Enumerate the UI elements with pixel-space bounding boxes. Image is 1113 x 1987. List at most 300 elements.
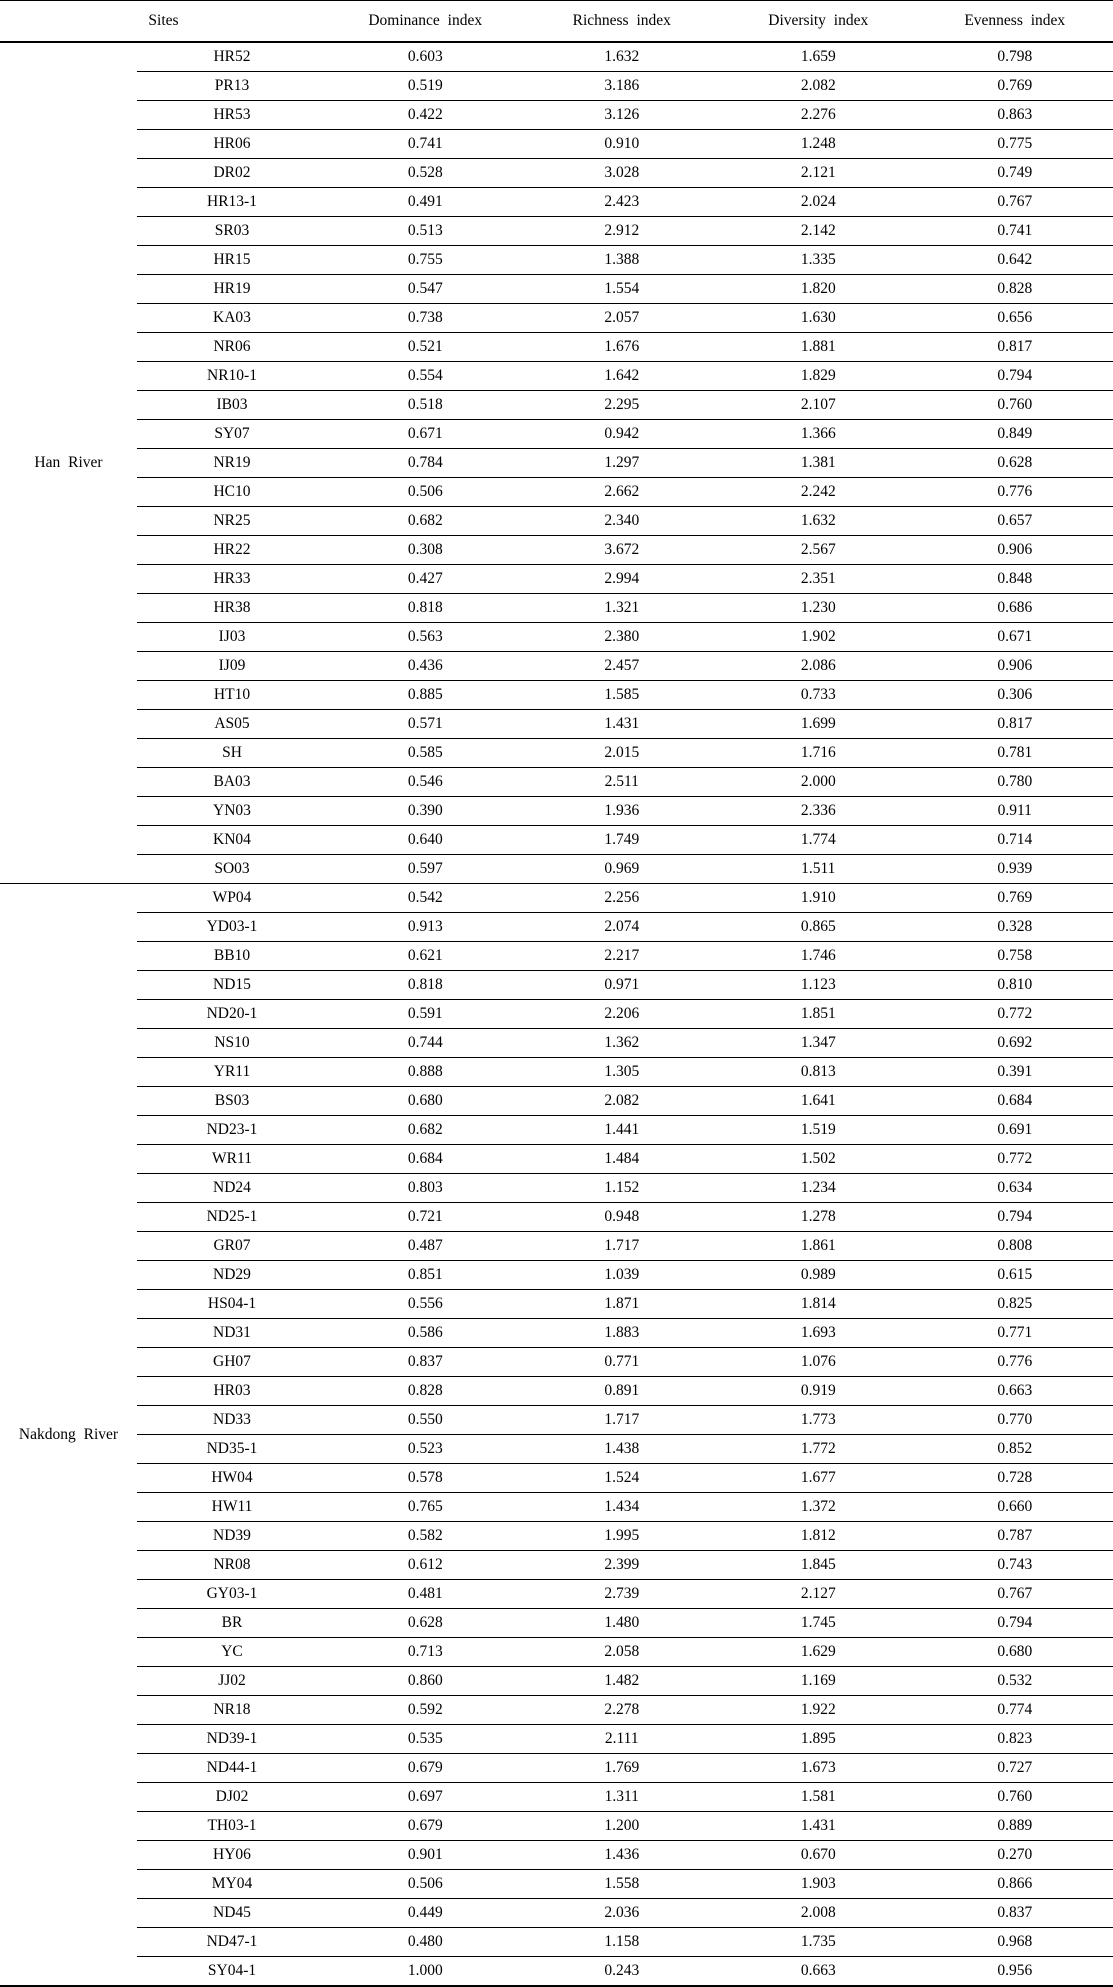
dominance-cell: 0.550 <box>327 1406 524 1435</box>
diversity-cell: 1.629 <box>720 1638 917 1667</box>
dominance-cell: 0.680 <box>327 1087 524 1116</box>
site-cell: HR19 <box>137 275 327 304</box>
evenness-cell: 0.825 <box>917 1290 1113 1319</box>
table-row <box>0 101 1113 130</box>
richness-cell: 1.388 <box>524 246 721 275</box>
richness-cell: 2.295 <box>524 391 721 420</box>
site-cell: ND39 <box>137 1522 327 1551</box>
table-row <box>0 1957 1113 1987</box>
diversity-cell: 0.733 <box>720 681 917 710</box>
evenness-cell: 0.906 <box>917 652 1113 681</box>
site-cell: ND15 <box>137 971 327 1000</box>
site-cell: NR19 <box>137 449 327 478</box>
site-cell: YC <box>137 1638 327 1667</box>
table-row <box>0 275 1113 304</box>
table-row <box>0 1406 1113 1435</box>
table-row <box>0 1261 1113 1290</box>
evenness-cell: 0.663 <box>917 1377 1113 1406</box>
richness-cell: 2.256 <box>524 884 721 913</box>
richness-cell: 2.340 <box>524 507 721 536</box>
site-cell: YD03-1 <box>137 913 327 942</box>
table-row <box>0 1522 1113 1551</box>
table-body <box>0 42 1113 1986</box>
table-row <box>0 1000 1113 1029</box>
diversity-cell: 1.248 <box>720 130 917 159</box>
diversity-cell: 0.919 <box>720 1377 917 1406</box>
diversity-cell: 1.716 <box>720 739 917 768</box>
richness-cell: 3.028 <box>524 159 721 188</box>
dominance-cell: 0.523 <box>327 1435 524 1464</box>
dominance-cell: 0.721 <box>327 1203 524 1232</box>
dominance-cell: 0.586 <box>327 1319 524 1348</box>
diversity-cell: 1.366 <box>720 420 917 449</box>
dominance-cell: 0.592 <box>327 1696 524 1725</box>
diversity-cell: 1.581 <box>720 1783 917 1812</box>
site-cell: DJ02 <box>137 1783 327 1812</box>
site-cell: IJ09 <box>137 652 327 681</box>
richness-cell: 2.739 <box>524 1580 721 1609</box>
evenness-cell: 0.634 <box>917 1174 1113 1203</box>
evenness-cell: 0.769 <box>917 884 1113 913</box>
richness-cell: 2.994 <box>524 565 721 594</box>
dominance-cell: 0.697 <box>327 1783 524 1812</box>
table-row <box>0 1435 1113 1464</box>
table-row <box>0 507 1113 536</box>
richness-cell: 0.891 <box>524 1377 721 1406</box>
diversity-cell: 1.519 <box>720 1116 917 1145</box>
table-row <box>0 1058 1113 1087</box>
table-row <box>0 1203 1113 1232</box>
evenness-cell: 0.741 <box>917 217 1113 246</box>
site-cell: HR22 <box>137 536 327 565</box>
table-row <box>0 681 1113 710</box>
richness-cell: 2.057 <box>524 304 721 333</box>
diversity-cell: 1.903 <box>720 1870 917 1899</box>
dominance-cell: 0.682 <box>327 507 524 536</box>
dominance-cell: 0.679 <box>327 1812 524 1841</box>
table-row <box>0 1029 1113 1058</box>
dominance-cell: 0.901 <box>327 1841 524 1870</box>
diversity-cell: 1.372 <box>720 1493 917 1522</box>
site-cell: TH03-1 <box>137 1812 327 1841</box>
evenness-cell: 0.532 <box>917 1667 1113 1696</box>
richness-cell: 1.311 <box>524 1783 721 1812</box>
site-cell: ND33 <box>137 1406 327 1435</box>
dominance-cell: 0.506 <box>327 1870 524 1899</box>
dominance-cell: 0.885 <box>327 681 524 710</box>
richness-cell: 3.126 <box>524 101 721 130</box>
dominance-cell: 0.640 <box>327 826 524 855</box>
dominance-cell: 0.860 <box>327 1667 524 1696</box>
dominance-cell: 0.913 <box>327 913 524 942</box>
dominance-cell: 0.621 <box>327 942 524 971</box>
richness-cell: 1.200 <box>524 1812 721 1841</box>
dominance-cell: 0.888 <box>327 1058 524 1087</box>
dominance-cell: 0.713 <box>327 1638 524 1667</box>
evenness-cell: 0.808 <box>917 1232 1113 1261</box>
richness-cell: 0.771 <box>524 1348 721 1377</box>
site-cell: IJ03 <box>137 623 327 652</box>
table-row <box>0 1551 1113 1580</box>
site-cell: BA03 <box>137 768 327 797</box>
dominance-cell: 0.491 <box>327 188 524 217</box>
table-row <box>0 188 1113 217</box>
site-cell: BR <box>137 1609 327 1638</box>
table-row <box>0 884 1113 913</box>
richness-cell: 1.152 <box>524 1174 721 1203</box>
site-cell: HR15 <box>137 246 327 275</box>
table-row <box>0 1812 1113 1841</box>
table-row <box>0 1087 1113 1116</box>
table-row <box>0 594 1113 623</box>
diversity-cell: 0.865 <box>720 913 917 942</box>
dominance-cell: 0.784 <box>327 449 524 478</box>
dominance-cell: 0.449 <box>327 1899 524 1928</box>
dominance-cell: 0.765 <box>327 1493 524 1522</box>
site-cell: BS03 <box>137 1087 327 1116</box>
richness-cell: 1.717 <box>524 1406 721 1435</box>
evenness-cell: 0.849 <box>917 420 1113 449</box>
table-row <box>0 1493 1113 1522</box>
diversity-cell: 1.230 <box>720 594 917 623</box>
diversity-cell: 1.659 <box>720 42 917 72</box>
evenness-cell: 0.771 <box>917 1319 1113 1348</box>
evenness-cell: 0.817 <box>917 333 1113 362</box>
diversity-cell: 1.677 <box>720 1464 917 1493</box>
diversity-cell: 1.673 <box>720 1754 917 1783</box>
evenness-cell: 0.810 <box>917 971 1113 1000</box>
site-cell: IB03 <box>137 391 327 420</box>
diversity-cell: 1.881 <box>720 333 917 362</box>
richness-cell: 0.910 <box>524 130 721 159</box>
table-row <box>0 391 1113 420</box>
dominance-cell: 0.628 <box>327 1609 524 1638</box>
site-cell: SY04-1 <box>137 1957 327 1987</box>
site-cell: NS10 <box>137 1029 327 1058</box>
table-row <box>0 1783 1113 1812</box>
site-cell: SH <box>137 739 327 768</box>
table-row <box>0 768 1113 797</box>
table-row <box>0 1841 1113 1870</box>
evenness-cell: 0.728 <box>917 1464 1113 1493</box>
diversity-cell: 2.121 <box>720 159 917 188</box>
table-row <box>0 739 1113 768</box>
diversity-cell: 2.276 <box>720 101 917 130</box>
evenness-cell: 0.906 <box>917 536 1113 565</box>
diversity-cell: 1.699 <box>720 710 917 739</box>
richness-cell: 2.206 <box>524 1000 721 1029</box>
evenness-cell: 0.798 <box>917 42 1113 72</box>
diversity-cell: 1.774 <box>720 826 917 855</box>
table-row <box>0 652 1113 681</box>
site-cell: WR11 <box>137 1145 327 1174</box>
table-header <box>0 1 1113 43</box>
table-row <box>0 449 1113 478</box>
richness-cell: 1.039 <box>524 1261 721 1290</box>
evenness-cell: 0.391 <box>917 1058 1113 1087</box>
dominance-cell: 0.597 <box>327 855 524 884</box>
evenness-cell: 0.794 <box>917 1203 1113 1232</box>
site-cell: ND39-1 <box>137 1725 327 1754</box>
dominance-cell: 0.518 <box>327 391 524 420</box>
header-sites: Sites <box>0 1 327 43</box>
table-row <box>0 1464 1113 1493</box>
richness-cell: 0.942 <box>524 420 721 449</box>
richness-cell: 2.912 <box>524 217 721 246</box>
richness-cell: 1.883 <box>524 1319 721 1348</box>
dominance-cell: 0.506 <box>327 478 524 507</box>
richness-cell: 2.423 <box>524 188 721 217</box>
evenness-cell: 0.863 <box>917 101 1113 130</box>
table-row <box>0 304 1113 333</box>
dominance-cell: 0.436 <box>327 652 524 681</box>
evenness-cell: 0.671 <box>917 623 1113 652</box>
richness-cell: 0.969 <box>524 855 721 884</box>
richness-cell: 1.158 <box>524 1928 721 1957</box>
site-cell: NR25 <box>137 507 327 536</box>
evenness-cell: 0.727 <box>917 1754 1113 1783</box>
diversity-cell: 2.082 <box>720 72 917 101</box>
evenness-cell: 0.823 <box>917 1725 1113 1754</box>
diversity-cell: 2.142 <box>720 217 917 246</box>
richness-cell: 1.436 <box>524 1841 721 1870</box>
diversity-cell: 2.336 <box>720 797 917 826</box>
dominance-cell: 0.585 <box>327 739 524 768</box>
richness-cell: 1.585 <box>524 681 721 710</box>
river-group-label: Nakdong River <box>0 884 137 1987</box>
evenness-cell: 0.760 <box>917 391 1113 420</box>
site-cell: YR11 <box>137 1058 327 1087</box>
diversity-cell: 1.347 <box>720 1029 917 1058</box>
table-row <box>0 478 1113 507</box>
table-row <box>0 1174 1113 1203</box>
diversity-cell: 2.567 <box>720 536 917 565</box>
dominance-cell: 0.480 <box>327 1928 524 1957</box>
richness-cell: 0.243 <box>524 1957 721 1987</box>
diversity-cell: 2.008 <box>720 1899 917 1928</box>
richness-cell: 1.995 <box>524 1522 721 1551</box>
richness-cell: 1.558 <box>524 1870 721 1899</box>
site-cell: HR38 <box>137 594 327 623</box>
diversity-cell: 2.086 <box>720 652 917 681</box>
site-cell: JJ02 <box>137 1667 327 1696</box>
table-row <box>0 130 1113 159</box>
site-cell: ND31 <box>137 1319 327 1348</box>
site-cell: GH07 <box>137 1348 327 1377</box>
richness-cell: 2.511 <box>524 768 721 797</box>
table-row <box>0 797 1113 826</box>
diversity-cell: 1.169 <box>720 1667 917 1696</box>
dominance-cell: 0.818 <box>327 594 524 623</box>
diversity-cell: 1.693 <box>720 1319 917 1348</box>
richness-cell: 1.676 <box>524 333 721 362</box>
table-row <box>0 942 1113 971</box>
evenness-cell: 0.956 <box>917 1957 1113 1987</box>
site-cell: HR52 <box>137 42 327 72</box>
site-cell: HR33 <box>137 565 327 594</box>
evenness-cell: 0.767 <box>917 188 1113 217</box>
table-row <box>0 1609 1113 1638</box>
richness-cell: 2.399 <box>524 1551 721 1580</box>
site-cell: ND35-1 <box>137 1435 327 1464</box>
header-richness: Richness index <box>524 1 721 43</box>
diversity-cell: 1.630 <box>720 304 917 333</box>
dominance-cell: 0.554 <box>327 362 524 391</box>
site-cell: HR13-1 <box>137 188 327 217</box>
diversity-cell: 2.242 <box>720 478 917 507</box>
dominance-cell: 0.679 <box>327 1754 524 1783</box>
richness-cell: 0.971 <box>524 971 721 1000</box>
diversity-cell: 1.820 <box>720 275 917 304</box>
richness-cell: 1.642 <box>524 362 721 391</box>
diversity-cell: 1.123 <box>720 971 917 1000</box>
diversity-cell: 1.511 <box>720 855 917 884</box>
table-row <box>0 159 1113 188</box>
site-cell: NR18 <box>137 1696 327 1725</box>
richness-cell: 1.431 <box>524 710 721 739</box>
richness-cell: 0.948 <box>524 1203 721 1232</box>
site-cell: ND29 <box>137 1261 327 1290</box>
dominance-cell: 0.582 <box>327 1522 524 1551</box>
evenness-cell: 0.775 <box>917 130 1113 159</box>
header-row <box>0 1 1113 43</box>
richness-cell: 1.871 <box>524 1290 721 1319</box>
richness-cell: 1.438 <box>524 1435 721 1464</box>
diversity-cell: 0.670 <box>720 1841 917 1870</box>
evenness-cell: 0.767 <box>917 1580 1113 1609</box>
site-cell: HW04 <box>137 1464 327 1493</box>
richness-cell: 1.362 <box>524 1029 721 1058</box>
richness-cell: 1.305 <box>524 1058 721 1087</box>
table-row <box>0 1696 1113 1725</box>
evenness-cell: 0.837 <box>917 1899 1113 1928</box>
table-row <box>0 42 1113 72</box>
richness-cell: 2.457 <box>524 652 721 681</box>
diversity-cell: 1.814 <box>720 1290 917 1319</box>
header-diversity: Diversity index <box>720 1 917 43</box>
table-row <box>0 420 1113 449</box>
diversity-cell: 0.663 <box>720 1957 917 1987</box>
richness-cell: 2.074 <box>524 913 721 942</box>
diversity-cell: 1.502 <box>720 1145 917 1174</box>
site-cell: KN04 <box>137 826 327 855</box>
table-row <box>0 333 1113 362</box>
diversity-cell: 1.902 <box>720 623 917 652</box>
richness-cell: 1.321 <box>524 594 721 623</box>
dominance-cell: 0.591 <box>327 1000 524 1029</box>
evenness-cell: 0.776 <box>917 478 1113 507</box>
site-cell: ND25-1 <box>137 1203 327 1232</box>
site-cell: PR13 <box>137 72 327 101</box>
evenness-cell: 0.692 <box>917 1029 1113 1058</box>
diversity-cell: 1.812 <box>720 1522 917 1551</box>
table-row <box>0 710 1113 739</box>
evenness-cell: 0.684 <box>917 1087 1113 1116</box>
evenness-cell: 0.787 <box>917 1522 1113 1551</box>
richness-cell: 1.524 <box>524 1464 721 1493</box>
evenness-cell: 0.776 <box>917 1348 1113 1377</box>
dominance-cell: 0.521 <box>327 333 524 362</box>
evenness-cell: 0.817 <box>917 710 1113 739</box>
diversity-cell: 1.234 <box>720 1174 917 1203</box>
dominance-cell: 0.837 <box>327 1348 524 1377</box>
richness-cell: 1.749 <box>524 826 721 855</box>
evenness-cell: 0.772 <box>917 1145 1113 1174</box>
table-row <box>0 971 1113 1000</box>
site-cell: YN03 <box>137 797 327 826</box>
site-cell: WP04 <box>137 884 327 913</box>
dominance-cell: 0.755 <box>327 246 524 275</box>
site-cell: NR06 <box>137 333 327 362</box>
richness-cell: 2.015 <box>524 739 721 768</box>
site-cell: DR02 <box>137 159 327 188</box>
diversity-cell: 1.910 <box>720 884 917 913</box>
site-cell: ND47-1 <box>137 1928 327 1957</box>
evenness-cell: 0.774 <box>917 1696 1113 1725</box>
dominance-cell: 0.803 <box>327 1174 524 1203</box>
site-cell: HT10 <box>137 681 327 710</box>
site-cell: GY03-1 <box>137 1580 327 1609</box>
diversity-cell: 1.278 <box>720 1203 917 1232</box>
table-row <box>0 72 1113 101</box>
diversity-cell: 2.107 <box>720 391 917 420</box>
diversity-cell: 1.632 <box>720 507 917 536</box>
evenness-cell: 0.680 <box>917 1638 1113 1667</box>
table-row <box>0 1754 1113 1783</box>
dominance-cell: 0.528 <box>327 159 524 188</box>
richness-cell: 2.058 <box>524 1638 721 1667</box>
dominance-cell: 0.422 <box>327 101 524 130</box>
richness-cell: 1.632 <box>524 42 721 72</box>
site-cell: HS04-1 <box>137 1290 327 1319</box>
diversity-cell: 1.076 <box>720 1348 917 1377</box>
dominance-cell: 0.818 <box>327 971 524 1000</box>
evenness-cell: 0.866 <box>917 1870 1113 1899</box>
dominance-cell: 0.308 <box>327 536 524 565</box>
table-row <box>0 855 1113 884</box>
diversity-cell: 1.772 <box>720 1435 917 1464</box>
river-group-label: Han River <box>0 42 137 884</box>
dominance-cell: 0.682 <box>327 1116 524 1145</box>
dominance-cell: 0.738 <box>327 304 524 333</box>
site-cell: ND44-1 <box>137 1754 327 1783</box>
richness-cell: 1.434 <box>524 1493 721 1522</box>
diversity-cell: 1.745 <box>720 1609 917 1638</box>
dominance-cell: 0.481 <box>327 1580 524 1609</box>
table-row <box>0 1145 1113 1174</box>
site-cell: ND24 <box>137 1174 327 1203</box>
dominance-cell: 0.519 <box>327 72 524 101</box>
dominance-cell: 0.603 <box>327 42 524 72</box>
richness-cell: 2.380 <box>524 623 721 652</box>
richness-cell: 3.186 <box>524 72 721 101</box>
richness-cell: 1.441 <box>524 1116 721 1145</box>
table-row <box>0 536 1113 565</box>
richness-cell: 2.278 <box>524 1696 721 1725</box>
richness-cell: 1.482 <box>524 1667 721 1696</box>
dominance-cell: 0.578 <box>327 1464 524 1493</box>
evenness-cell: 0.328 <box>917 913 1113 942</box>
diversity-cell: 1.335 <box>720 246 917 275</box>
evenness-cell: 0.758 <box>917 942 1113 971</box>
table-row <box>0 1232 1113 1261</box>
table-row <box>0 1899 1113 1928</box>
richness-cell: 1.936 <box>524 797 721 826</box>
table-row <box>0 623 1113 652</box>
site-cell: ND45 <box>137 1899 327 1928</box>
evenness-cell: 0.770 <box>917 1406 1113 1435</box>
richness-cell: 3.672 <box>524 536 721 565</box>
